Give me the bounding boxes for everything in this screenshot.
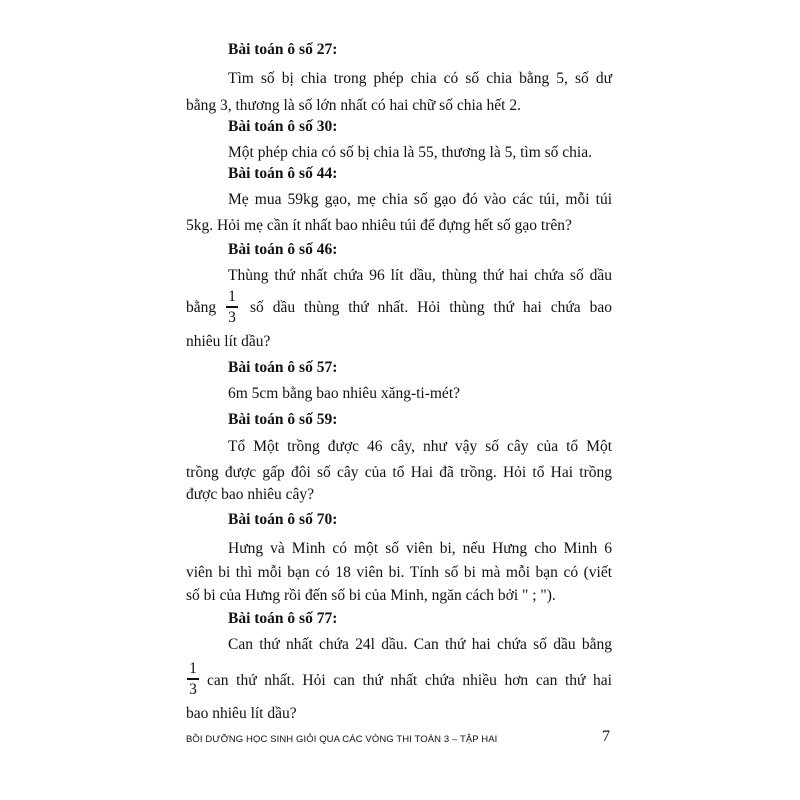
problem-text-line: bằng <box>186 299 217 316</box>
page-number: 7 <box>602 728 610 745</box>
problem-text-line: 6m 5cm bằng bao nhiêu xăng-ti-mét? <box>228 385 461 402</box>
fraction-bar <box>226 306 238 308</box>
problem-text-line: Tổ Một trồng được 46 cây, như vậy số cây của tổ Một <box>228 438 612 455</box>
fraction-numerator: 1 <box>189 660 197 677</box>
fraction-one-third <box>186 660 200 698</box>
problem-heading: Bài toán ô số 44: <box>228 165 338 182</box>
fraction-one-third <box>225 288 239 326</box>
book-title-footer: BỒI DƯỠNG HỌC SINH GIỎI QUA CÁC VÒNG THI TOÁN 3 – TẬP HAI <box>186 734 498 745</box>
problem-heading: Bài toán ô số 27: <box>228 41 338 58</box>
problem-heading: Bài toán ô số 30: <box>228 118 338 135</box>
fraction-denominator: 3 <box>189 680 197 698</box>
problem-heading: Bài toán ô số 70: <box>228 511 338 528</box>
problem-heading: Bài toán ô số 59: <box>228 411 338 428</box>
problem-text-line: được bao nhiêu cây? <box>186 486 315 503</box>
problem-heading: Bài toán ô số 57: <box>228 359 338 376</box>
problem-text-line: số dầu thùng thứ nhất. Hỏi thùng thứ hai chứa bao <box>250 299 612 316</box>
problem-text-line: bao nhiêu lít dầu? <box>186 705 297 722</box>
problem-text-line: Thùng thứ nhất chứa 96 lít dầu, thùng thứ hai chứa số dầu <box>228 267 612 284</box>
problem-text-line: nhiêu lít dầu? <box>186 333 271 350</box>
fraction-numerator: 1 <box>228 288 236 305</box>
problem-text-line: bằng 3, thương là số lớn nhất có hai chữ số chia hết 2. <box>186 97 521 114</box>
problem-text-line: Một phép chia có số bị chia là 55, thương là 5, tìm số chia. <box>228 144 592 161</box>
fraction-denominator: 3 <box>228 308 236 326</box>
problem-text-line: 5kg. Hỏi mẹ cần ít nhất bao nhiêu túi để đựng hết số gạo trên? <box>186 217 572 234</box>
problem-text-line: viên bi thì mỗi bạn có 18 viên bi. Tính số bi mà mỗi bạn có (viết <box>186 564 612 581</box>
problem-text-line: trồng được gấp đôi số cây của tổ Hai đã trồng. Hỏi tổ Hai trồng <box>186 464 612 481</box>
problem-heading: Bài toán ô số 77: <box>228 610 338 627</box>
problem-text-line: Mẹ mua 59kg gạo, mẹ chia số gạo đó vào các túi, mỗi túi <box>228 191 612 208</box>
problem-text-line: số bi của Hưng rồi đến số bi của Minh, ngăn cách bởi " ; "). <box>186 587 556 604</box>
problem-heading: Bài toán ô số 46: <box>228 241 338 258</box>
problem-text-line: Tìm số bị chia trong phép chia có số chia bằng 5, số dư <box>228 70 612 87</box>
problem-text-line: Can thứ nhất chứa 24l dầu. Can thứ hai chứa số dầu bằng <box>228 636 612 653</box>
problem-text-line: Hưng và Minh có một số viên bi, nếu Hưng cho Minh 6 <box>228 540 612 557</box>
problem-text-line: can thứ nhất. Hỏi can thứ nhất chứa nhiều hơn can thứ hai <box>207 672 612 689</box>
fraction-bar <box>187 678 199 680</box>
